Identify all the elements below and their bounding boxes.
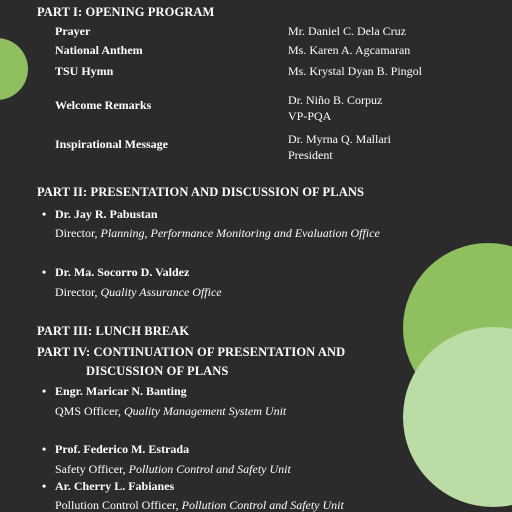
part1-item-anthem: National Anthem <box>55 43 143 57</box>
part4-heading-line1: PART IV: CONTINUATION OF PRESENTATION AND <box>37 345 346 359</box>
title: Safety Officer, <box>55 462 129 476</box>
part2-presenter-1-position <box>55 226 380 240</box>
part4-presenter-1-name: • Engr. Maricar N. Banting <box>55 384 187 398</box>
part2-presenter-1-name: • Dr. Jay R. Pabustan <box>55 207 158 221</box>
part4-heading-line2: DISCUSSION OF PLANS <box>86 364 229 378</box>
part4-presenter-3-position <box>55 498 344 512</box>
office: Quality Management System Unit <box>123 404 287 418</box>
part1-item-hymn: TSU Hymn <box>55 64 114 78</box>
part1-person-prayer: Mr. Daniel C. Dela Cruz <box>288 24 406 38</box>
part4-presenter-2-position <box>55 462 291 476</box>
part1-person-hymn: Ms. Krystal Dyan B. Pingol <box>288 64 423 78</box>
part1-role-inspirational: President <box>288 148 333 162</box>
office: Quality Assurance Office <box>100 285 222 299</box>
title: QMS Officer, <box>55 404 124 418</box>
part4-presenter-2-name: • Prof. Federico M. Estrada <box>55 442 189 456</box>
office: Pollution Control and Safety Unit <box>128 462 291 476</box>
part4-presenter-3-name: • Ar. Cherry L. Fabianes <box>55 479 174 493</box>
part1-person-inspirational: Dr. Myrna Q. Mallari <box>288 132 391 146</box>
part4-presenter-1-position <box>55 404 286 418</box>
part1-item-prayer: Prayer <box>55 24 91 38</box>
part3-heading: PART III: LUNCH BREAK <box>37 324 190 338</box>
part1-heading: PART I: OPENING PROGRAM <box>37 5 215 19</box>
part2-presenter-2-position <box>55 285 222 299</box>
part2-presenter-2-name: • Dr. Ma. Socorro D. Valdez <box>55 265 189 279</box>
office: Planning, Performance Monitoring and Evaluation Office <box>100 226 380 240</box>
part1-person-anthem: Ms. Karen A. Agcamaran <box>288 43 411 57</box>
title: Director, <box>55 285 101 299</box>
part1-person-welcome: Dr. Niño B. Corpuz <box>288 93 383 107</box>
part1-role-welcome: VP-PQA <box>288 109 332 123</box>
part1-item-inspirational: Inspirational Message <box>55 137 169 151</box>
part2-heading: PART II: PRESENTATION AND DISCUSSION OF PLANS <box>37 185 365 199</box>
office: Pollution Control and Safety Unit <box>181 498 344 512</box>
title: Director, <box>55 226 101 240</box>
part1-item-welcome: Welcome Remarks <box>55 98 152 112</box>
title: Pollution Control Officer, <box>55 498 182 512</box>
